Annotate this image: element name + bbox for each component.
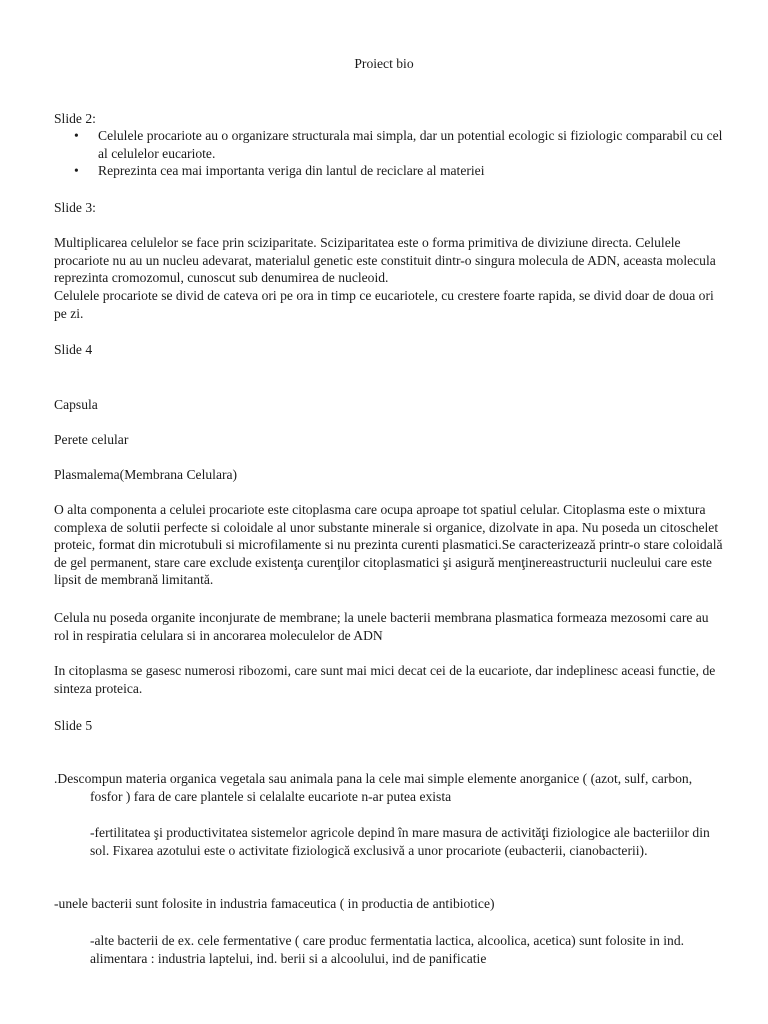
slide-4-heading: Slide 4 bbox=[54, 342, 93, 357]
slide-3-heading: Slide 3: bbox=[54, 200, 96, 215]
slide-5-paragraph: -fertilitatea şi productivitatea sistemelor agricole depind în mare masura de activităţi fiziologice ale bacteriilor din sol. Fixarea azotului este o activitate fiziologică exclusivă a unor procariote (eubacterii, cianobacterii). bbox=[90, 825, 710, 858]
slide-2-heading: Slide 2: bbox=[54, 111, 96, 126]
slide-4-item-plasmalema: Plasmalema(Membrana Celulara) bbox=[54, 467, 238, 482]
slide-3-paragraph: Multiplicarea celulelor se face prin sciziparitate. Sciziparitatea este o forma primitiva de diviziune directa. Celulele procariote nu au un nucleu adevarat, materialul genetic este constituit dintr-o singura molecula de ADN, aceasta molecula reprezinta cromozomul, cunoscut sub denumirea de nucleoid. bbox=[54, 235, 716, 285]
slide-3-paragraph: Celulele procariote se divid de cateva ori pe ora in timp ce eucariotele, cu crestere foarte rapida, se divid doar de doua ori pe zi. bbox=[54, 288, 714, 321]
bullet-item: • Reprezinta cea mai importanta veriga din lantul de reciclare al materiei bbox=[54, 162, 724, 180]
slide-4-paragraph: O alta componenta a celulei procariote este citoplasma care ocupa aproape tot spatiul celular. Citoplasma este o mixtura complexa de solutii perfecte si coloidale al unor substante minerale si organice, dizolvate in apa. Nu poseda un citoschelet proteic, format din microtubuli si microfilamente si nu prezinta curenti plasmatici.Se caracterizează printr-o stare coloidală de gel permanent, stare care exclude existenţa curenţilor citoplasmatici şi asigură menţinereastructurii nucleului care este lipsit de membrană limitantă. bbox=[54, 502, 723, 587]
bullet-item: • Celulele procariote au o organizare structurala mai simpla, dar un potential ecologic si fiziologic comparabil cu cel al celulelor eucariote. bbox=[54, 127, 724, 162]
slide-2-bullet-list bbox=[54, 127, 724, 180]
slide-4-paragraph: In citoplasma se gasesc numerosi ribozomi, care sunt mai mici decat cei de la eucariote, dar indeplinesc aceasi functie, de sinteza proteica. bbox=[54, 663, 716, 696]
slide-4-paragraph: Celula nu poseda organite inconjurate de membrane; la unele bacterii membrana plasmatica formeaza mezosomi care au rol in respiratia celulara si in ancorarea moleculelor de ADN bbox=[54, 610, 709, 643]
slide-4-item-capsula: Capsula bbox=[54, 397, 98, 412]
document-title: Proiect bio bbox=[354, 56, 414, 71]
slide-5-paragraph: .Descompun materia organica vegetala sau animala pana la cele mai simple elemente anorganice ( (azot, sulf, carbon, fosfor ) fara de care plantele si celalalte eucariote n-ar putea exista bbox=[54, 771, 693, 804]
slide-4-item-perete: Perete celular bbox=[54, 432, 129, 447]
slide-5-paragraph: -unele bacterii sunt folosite in industria famaceutica ( in productia de antibiotice) bbox=[54, 896, 495, 911]
slide-5-paragraph: -alte bacterii de ex. cele fermentative ( care produc fermentatia lactica, alcoolica, acetica) sunt folosite in ind. alimentara : industria laptelui, ind. berii si a alcoolului, ind de panificatie bbox=[90, 933, 685, 966]
slide-5-heading: Slide 5 bbox=[54, 718, 93, 733]
